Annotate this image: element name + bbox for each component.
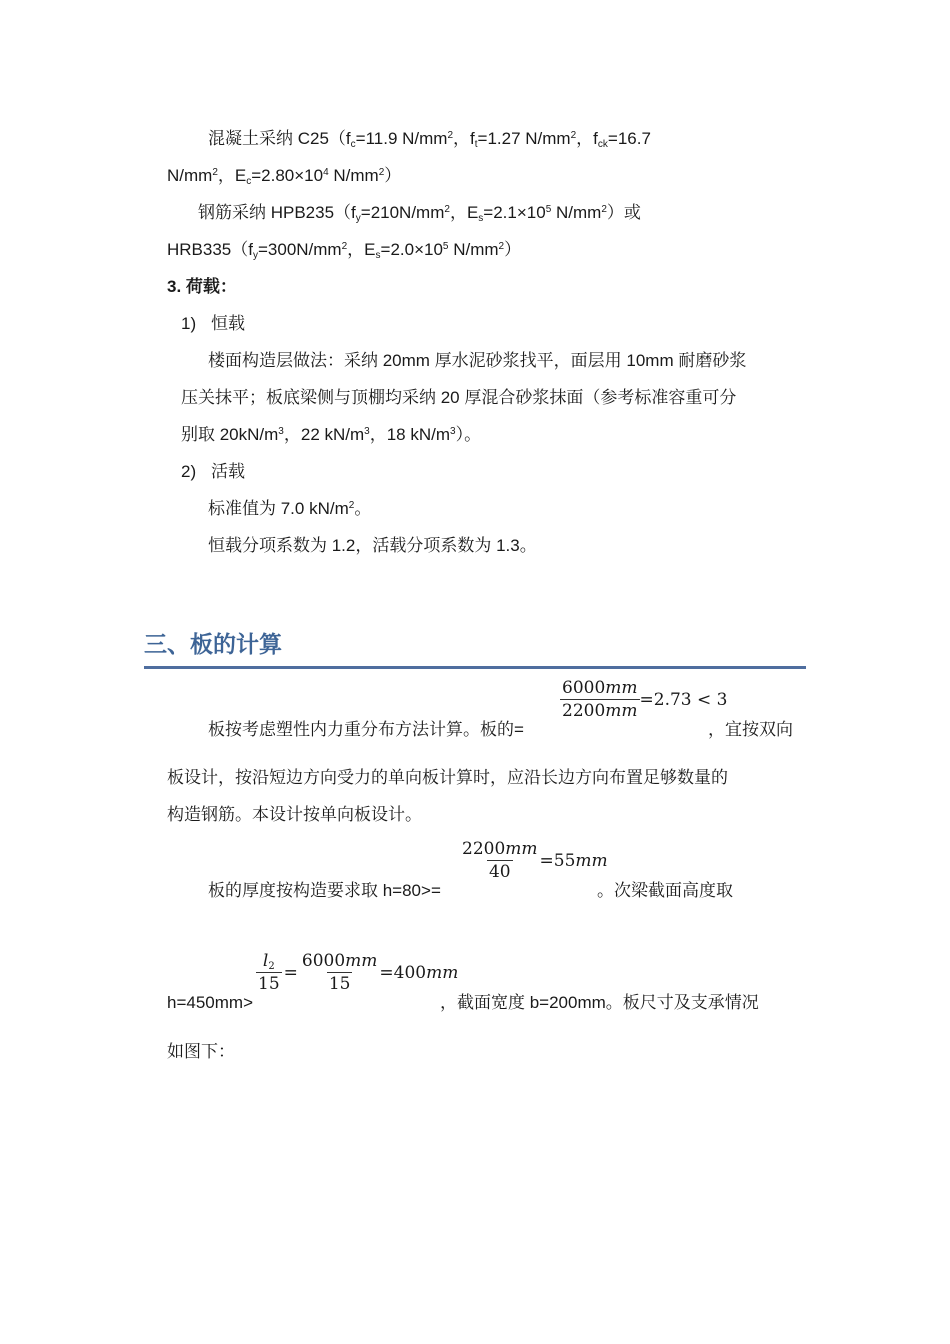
beam-height-formula: $\frac{l_2}{15}$ = $\frac{6000mm}{15}$ =400 mm [258, 951, 459, 994]
slab-ratio-text: 板按考虑塑性内力重分布方法计算。板的= [208, 720, 524, 739]
live-load-label: 活载 [211, 462, 245, 481]
slab-ratio-suffix: ，宜按双向 [708, 720, 793, 739]
section-divider [144, 666, 806, 669]
span-ratio-formula: $\frac{6000mm}{2200mm}$ =2.73 < 3 [562, 678, 728, 721]
steel-spec-line2: $HRB335(f_y=300N/mm^2$，$E_s=2.0\times 10^5$ $N/mm^2$） [167, 240, 522, 261]
dead-load-label: 恒载 [211, 314, 245, 333]
figure-intro: 如图下： [167, 1042, 235, 1061]
list-number-1: 1) [181, 314, 197, 333]
steel-spec-line1: 钢筋采纳 $HPB235(f_y=210N/mm^2$，$E_s=2.1\times 10^5$ $N/mm^2$）或 [198, 203, 641, 224]
dead-load-line1: 楼面构造层做法：采纳 20mm 厚水泥砂浆找平，面层用 10mm 耐磨砂浆 [208, 351, 747, 370]
section-title: 三、板的计算 [144, 632, 282, 658]
slab-design-line3: 构造钢筋。本设计按单向板设计。 [167, 805, 422, 824]
loads-heading: 3. 荷载： [167, 277, 237, 296]
beam-width-text: ，截面宽度 b=200mm。板尺寸及支承情况 [440, 993, 759, 1012]
beam-height-text: 。次梁截面高度取 [597, 881, 733, 900]
list-number-2: 2) [181, 462, 197, 481]
thickness-formula: $\frac{2200mm}{40}$ =55 mm [462, 839, 608, 882]
concrete-spec-line1: 混凝土采纳 $C25(f_c=11.9$ $N/mm^2$，$f_t=1.27$ $N/mm^2$，$f_{ck}=16.7$ [208, 129, 651, 150]
slab-design-line2: 板设计，按沿短边方向受力的单向板计算时，应沿长边方向布置足够数量的 [167, 768, 728, 787]
concrete-spec-line2: $N/mm^2$，$E_c=2.80\times 10^4$ $N/mm^2$） [167, 166, 402, 187]
slab-thickness-text: 板的厚度按构造要求取 h=80>= [208, 881, 441, 900]
beam-height-value: h=450mm> [167, 993, 253, 1012]
dead-load-line2: 压关抹平；板底梁侧与顶棚均采纳 20 厚混合砂浆抹面（参考标准容重可分 [181, 388, 737, 407]
dead-load-line3: 别取 $20kN/m^3$，22 $kN/m^3$，18 $kN/m^3$）。 [181, 425, 482, 444]
live-load-value: 标准值为 7.0 $kN/m^2$。 [208, 499, 372, 518]
load-factors: 恒载分项系数为 1.2，活载分项系数为 1.3。 [208, 536, 537, 555]
